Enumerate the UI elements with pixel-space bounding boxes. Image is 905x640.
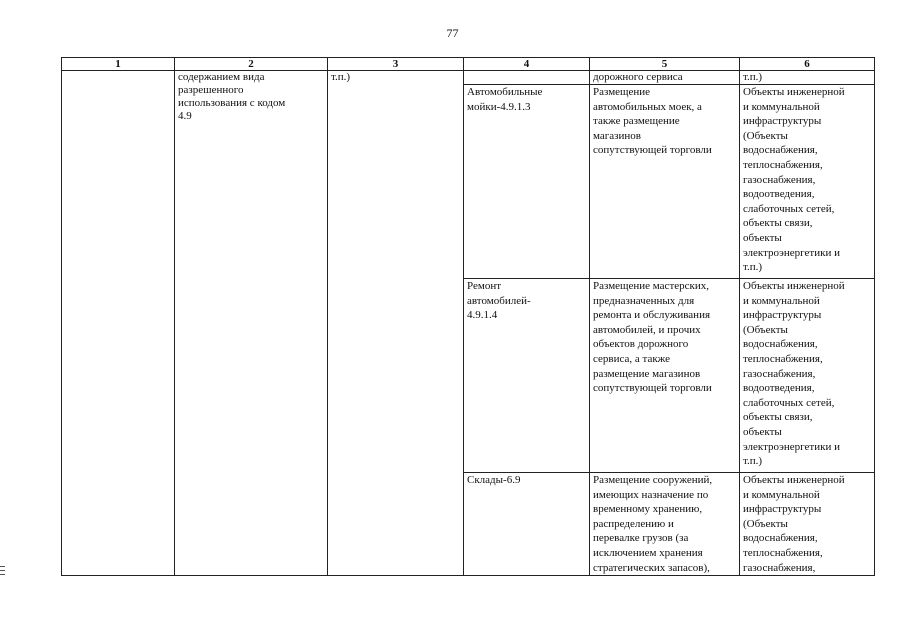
- use-description: Размещение мастерских, предназначенных для ремонта и обслуживания автомобилей, и прочих объектов дорожного сервиса, а также размещение магазинов сопутствующей торговли: [593, 280, 712, 395]
- column-header-5: 5: [590, 58, 740, 71]
- column-header-4: 4: [464, 58, 590, 71]
- infrastructure-cell: [740, 473, 875, 576]
- scan-edge-mark: [0, 570, 5, 571]
- top-col5-cell: [590, 71, 740, 85]
- use-description: Размещение автомобильных моек, а также размещение магазинов сопутствующей торговли: [593, 86, 712, 157]
- table-row: [62, 71, 875, 85]
- column-header-2: 2: [175, 58, 328, 71]
- top-col4-cell: [464, 71, 590, 85]
- infrastructure-cell: [740, 85, 875, 279]
- use-name-cell: [464, 279, 590, 473]
- top-col5-text: дорожного сервиса: [593, 71, 683, 83]
- infrastructure-cell: [740, 279, 875, 473]
- use-name: Автомобильные мойки-4.9.1.3: [467, 86, 543, 113]
- column-header-1: 1: [62, 58, 175, 71]
- column-header-6: 6: [740, 58, 875, 71]
- top-col6-text: т.п.): [743, 71, 763, 83]
- col2-text: содержанием вида разрешенного использования с кодом 4.9: [178, 71, 286, 122]
- use-name: Ремонт автомобилей- 4.9.1.4: [467, 280, 531, 322]
- infrastructure-text: Объекты инженерной и коммунальной инфраструктуры (Объекты водоснабжения, теплоснабжения, газоснабжения, водоотведения, слаботочных сетей, объекты связи, объекты электроэнергетики и т.п.): [743, 86, 845, 274]
- scan-edge-mark: [0, 566, 5, 567]
- col1-cell: [62, 71, 175, 576]
- scan-edge-mark: [0, 574, 5, 575]
- zoning-table: [61, 57, 875, 576]
- use-description: Размещение сооружений, имеющих назначение по временному хранению, распределению и перевалке грузов (за исключением хранения стратегических запасов),: [593, 474, 713, 574]
- infrastructure-text: Объекты инженерной и коммунальной инфраструктуры (Объекты водоснабжения, теплоснабжения, газоснабжения,: [743, 474, 845, 574]
- use-name-cell: [464, 85, 590, 279]
- header-row: [62, 58, 875, 71]
- infrastructure-text: Объекты инженерной и коммунальной инфраструктуры (Объекты водоснабжения, теплоснабжения, газоснабжения, водоотведения, слаботочных сетей, объекты связи, объекты электроэнергетики и т.п.): [743, 280, 845, 468]
- page-number: 77: [446, 26, 459, 40]
- col3-text: т.п.): [331, 71, 351, 83]
- col2-cell: [175, 71, 328, 576]
- use-name: Склады-6.9: [467, 474, 521, 486]
- use-description-cell: [590, 85, 740, 279]
- column-header-3: 3: [328, 58, 464, 71]
- use-name-cell: [464, 473, 590, 576]
- use-description-cell: [590, 279, 740, 473]
- col3-cell: [328, 71, 464, 576]
- use-description-cell: [590, 473, 740, 576]
- top-col6-cell: [740, 71, 875, 85]
